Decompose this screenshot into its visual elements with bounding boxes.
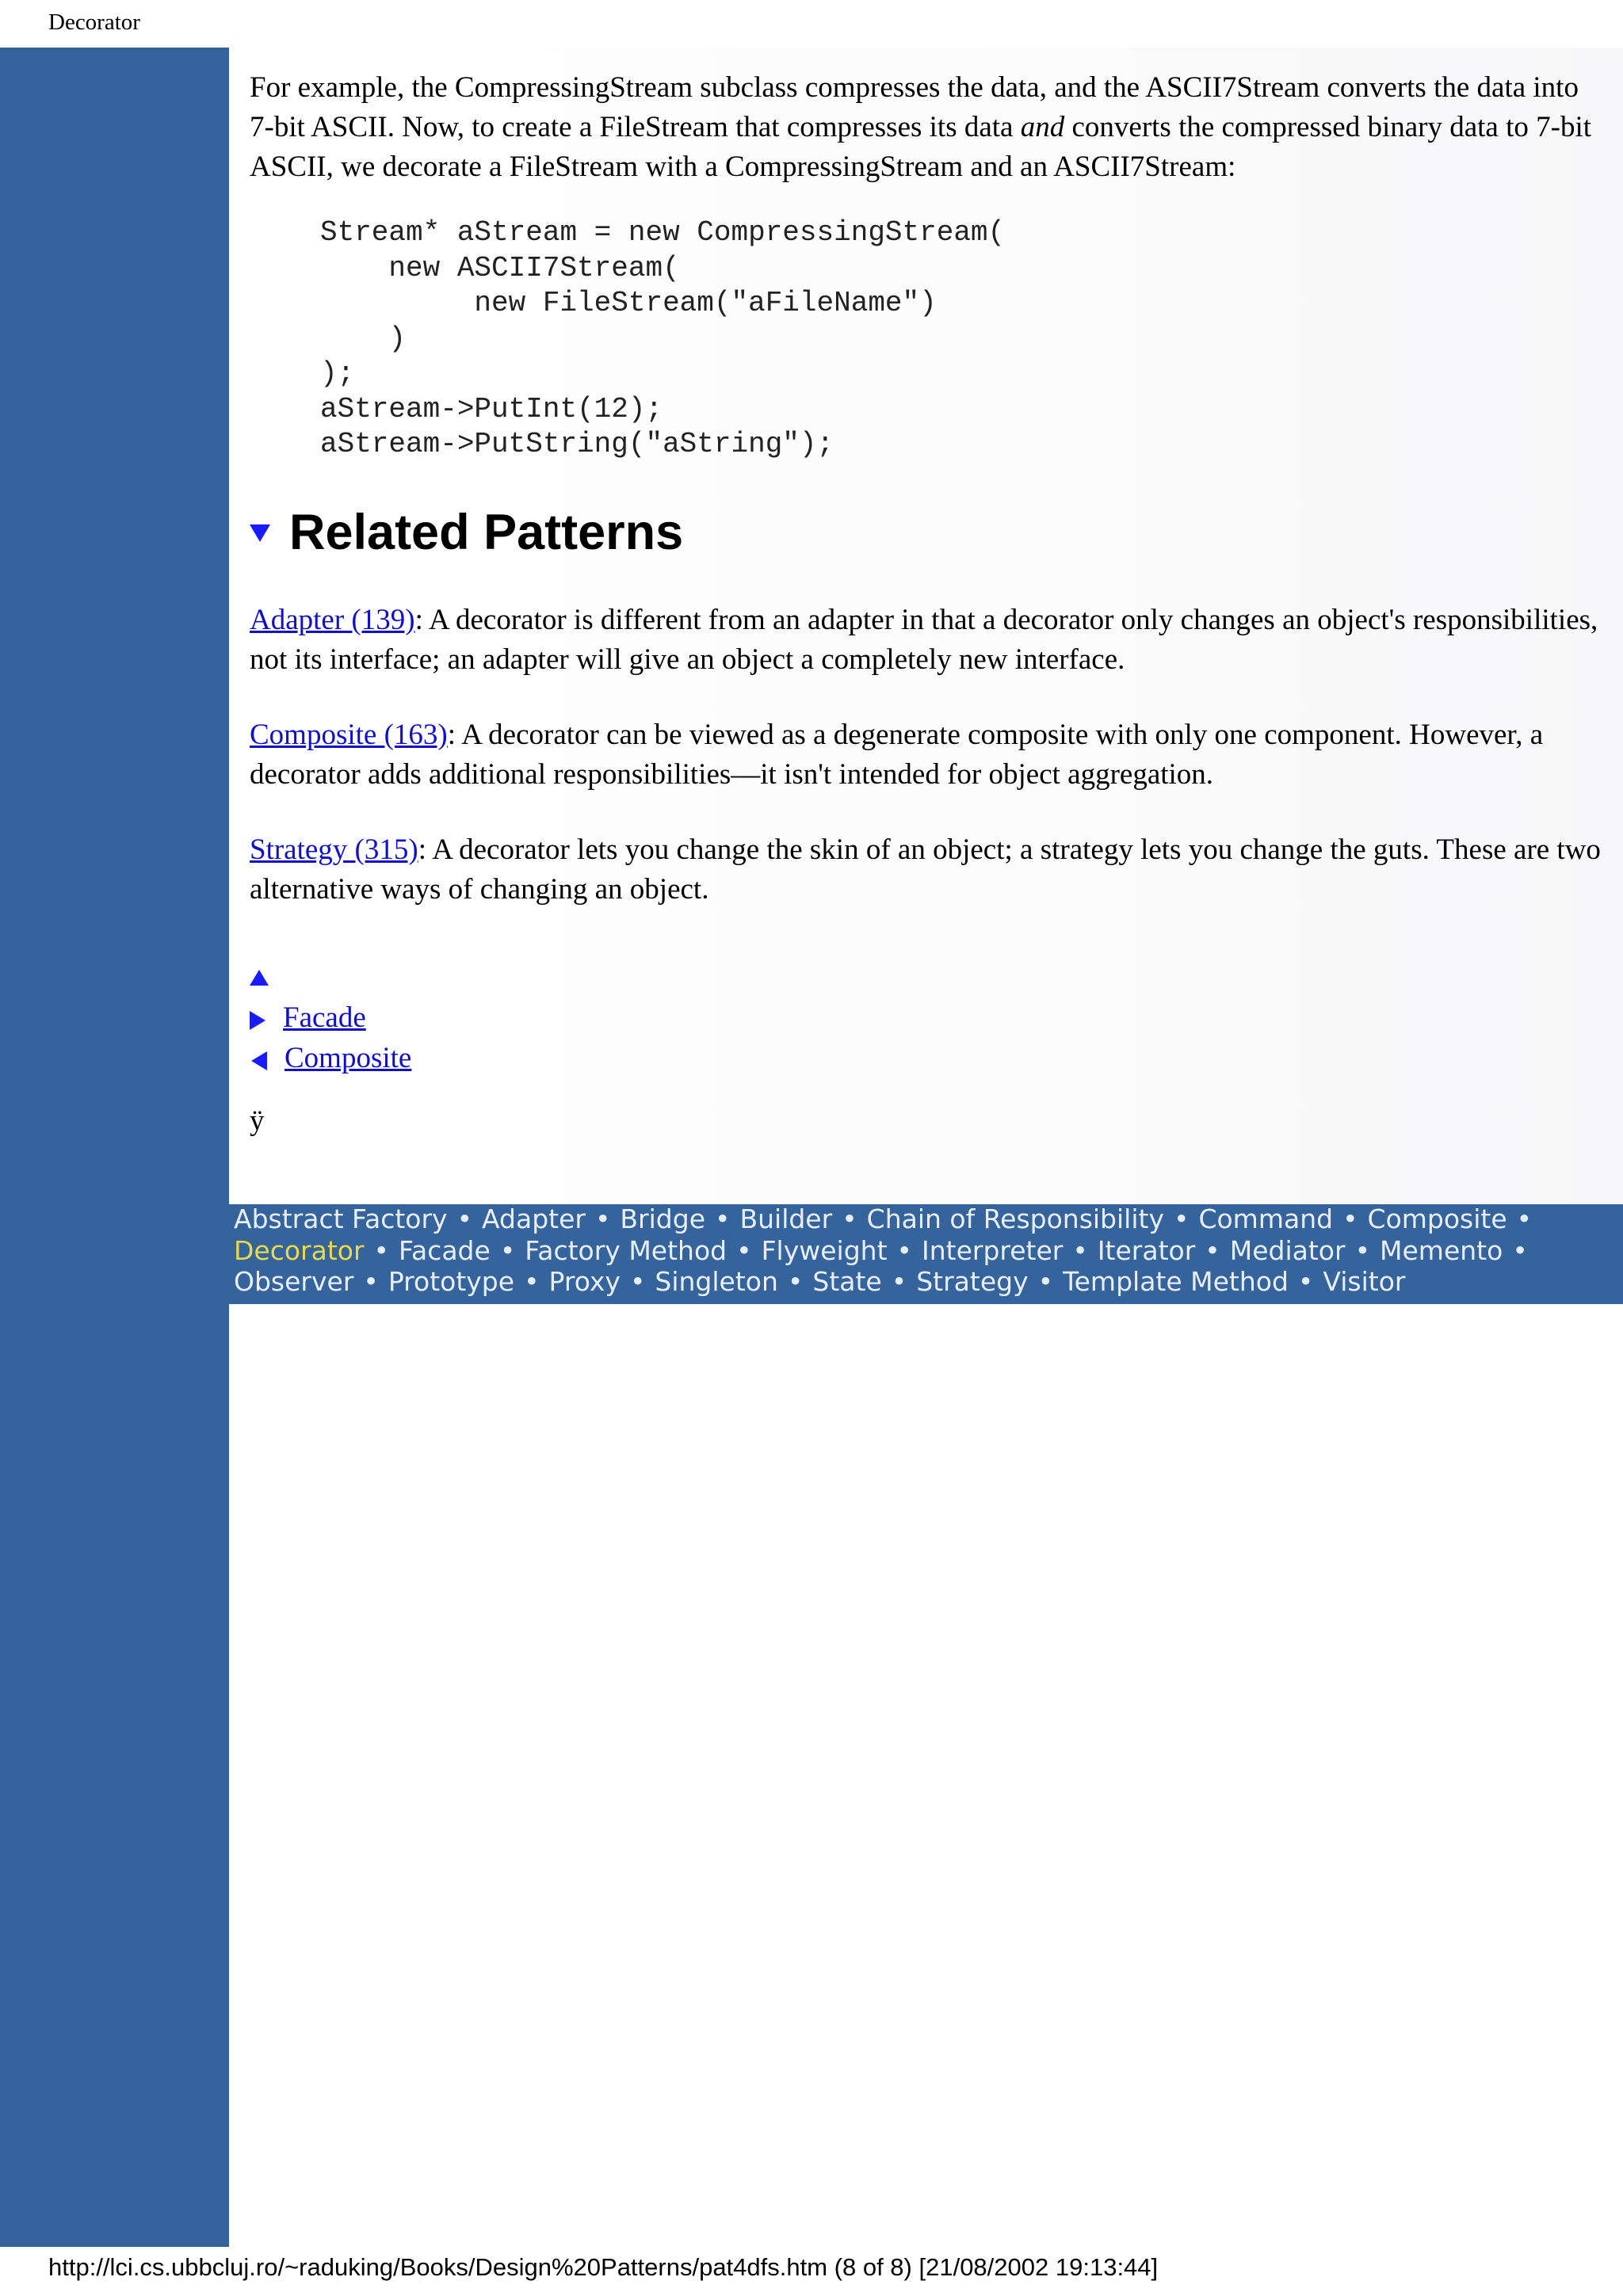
related-patterns-heading [250, 501, 683, 564]
pattern-link-bridge[interactable]: Bridge [620, 1203, 705, 1234]
pattern-separator: • [594, 1203, 611, 1234]
related-item-composite [250, 715, 1609, 795]
pattern-link-iterator[interactable]: Iterator [1097, 1234, 1196, 1266]
pattern-link-flyweight[interactable]: Flyweight [761, 1234, 888, 1266]
pattern-separator: • [1037, 1266, 1054, 1297]
pattern-link-facade[interactable]: Facade [399, 1234, 491, 1266]
next-arrow-icon[interactable] [250, 1011, 265, 1030]
pattern-separator: • [1354, 1234, 1371, 1266]
up-arrow-icon[interactable] [250, 970, 269, 986]
pattern-link-state[interactable]: State [812, 1266, 882, 1297]
pattern-link-template-method[interactable]: Template Method [1063, 1266, 1289, 1297]
pattern-link-interpreter[interactable]: Interpreter [921, 1234, 1064, 1266]
pattern-link-abstract-factory[interactable]: Abstract Factory [234, 1203, 448, 1234]
code-sample: Stream* aStream = new CompressingStream( new ASCII7Stream( new FileStream("aFileName") ) ); aStream->PutInt(12); aStream->PutString("aString"); [320, 216, 1006, 460]
pattern-separator: • [629, 1266, 646, 1297]
pattern-separator: • [1205, 1234, 1220, 1266]
page-footer-url: http://lci.cs.ubbcluj.ro/~raduking/Books/Design%20Patterns/pat4dfs.htm (8 of 8) [21/08/2002 19:13:44] [48, 2253, 1159, 2281]
pattern-link-mediator[interactable]: Mediator [1229, 1234, 1346, 1266]
pattern-separator: • [787, 1266, 804, 1297]
pattern-separator: • [1516, 1203, 1533, 1234]
adapter-link[interactable]: Adapter (139) [250, 604, 415, 636]
pattern-link-decorator[interactable]: Decorator [234, 1234, 365, 1266]
section-title: Related Patterns [289, 505, 684, 560]
pattern-separator: • [1173, 1203, 1190, 1234]
pattern-index-list [234, 1203, 1581, 1298]
pattern-separator: • [456, 1203, 473, 1234]
pattern-link-command[interactable]: Command [1198, 1203, 1334, 1234]
related-item-strategy [250, 830, 1609, 910]
left-sidebar [0, 48, 229, 2247]
pattern-link-visitor[interactable]: Visitor [1323, 1266, 1406, 1297]
pattern-link-builder[interactable]: Builder [739, 1203, 833, 1234]
pattern-separator: • [842, 1203, 857, 1234]
pattern-separator: • [524, 1266, 540, 1297]
pattern-separator: • [736, 1234, 752, 1266]
intro-emphasis: and [1020, 111, 1065, 143]
pattern-link-proxy[interactable]: Proxy [548, 1266, 621, 1297]
strategy-link[interactable]: Strategy (315) [250, 833, 418, 866]
pattern-separator: • [1512, 1234, 1528, 1266]
intro-paragraph [250, 68, 1597, 187]
pattern-separator: • [373, 1234, 390, 1266]
intro-text-b: converts the compressed binary data to 7-bit ASCII, we decorate a FileStream with a CompressingStream and an ASCII7Stream: [250, 111, 1592, 183]
pattern-separator: • [896, 1234, 912, 1266]
nav-up-row [250, 957, 411, 997]
pattern-link-singleton[interactable]: Singleton [655, 1266, 778, 1297]
page-navigation [250, 957, 411, 1078]
pattern-link-chain-of-responsibility[interactable]: Chain of Responsibility [866, 1203, 1164, 1234]
related-item-text: : A decorator is different from an adapter in that a decorator only changes an object's responsibilities, not its interface; an adapter will give an object a completely new interface. [250, 604, 1598, 676]
pattern-separator: • [363, 1266, 379, 1297]
intro-text-a: For example, the CompressingStream subclass compresses the data, and the ASCII7Stream converts the data into 7-bit ASCII. Now, to create a FileStream that compresses its data [250, 71, 1579, 143]
pattern-separator: • [499, 1234, 516, 1266]
pattern-link-memento[interactable]: Memento [1380, 1234, 1503, 1266]
pattern-separator: • [1342, 1203, 1358, 1234]
related-item-adapter [250, 601, 1609, 680]
next-pattern-link[interactable]: Facade [283, 1001, 366, 1034]
composite-link[interactable]: Composite (163) [250, 719, 448, 751]
pattern-link-composite[interactable]: Composite [1367, 1203, 1507, 1234]
pattern-link-strategy[interactable]: Strategy [916, 1266, 1029, 1297]
related-item-text: : A decorator lets you change the skin of an object; a strategy lets you change the guts. These are two alternative ways of changing an object. [250, 833, 1601, 906]
pattern-link-prototype[interactable]: Prototype [388, 1266, 515, 1297]
pattern-separator: • [891, 1266, 907, 1297]
previous-pattern-link[interactable]: Composite [285, 1042, 412, 1074]
previous-arrow-icon[interactable] [251, 1051, 267, 1070]
pattern-link-adapter[interactable]: Adapter [482, 1203, 586, 1234]
page-header-title: Decorator [48, 10, 140, 35]
pattern-link-observer[interactable]: Observer [234, 1266, 354, 1297]
pattern-separator: • [715, 1203, 731, 1234]
stray-character: ÿ [250, 1104, 265, 1137]
pattern-separator: • [1297, 1266, 1314, 1297]
related-item-text: : A decorator can be viewed as a degenerate composite with only one component. However, a decorator adds additional responsibilities—it isn't intended for object aggregation. [250, 719, 1544, 791]
nav-next-row [250, 997, 411, 1038]
nav-previous-row [250, 1038, 411, 1078]
related-patterns-list [250, 601, 1609, 945]
collapse-triangle-icon[interactable] [250, 524, 270, 542]
pattern-link-factory-method[interactable]: Factory Method [525, 1234, 727, 1266]
pattern-separator: • [1072, 1234, 1088, 1266]
